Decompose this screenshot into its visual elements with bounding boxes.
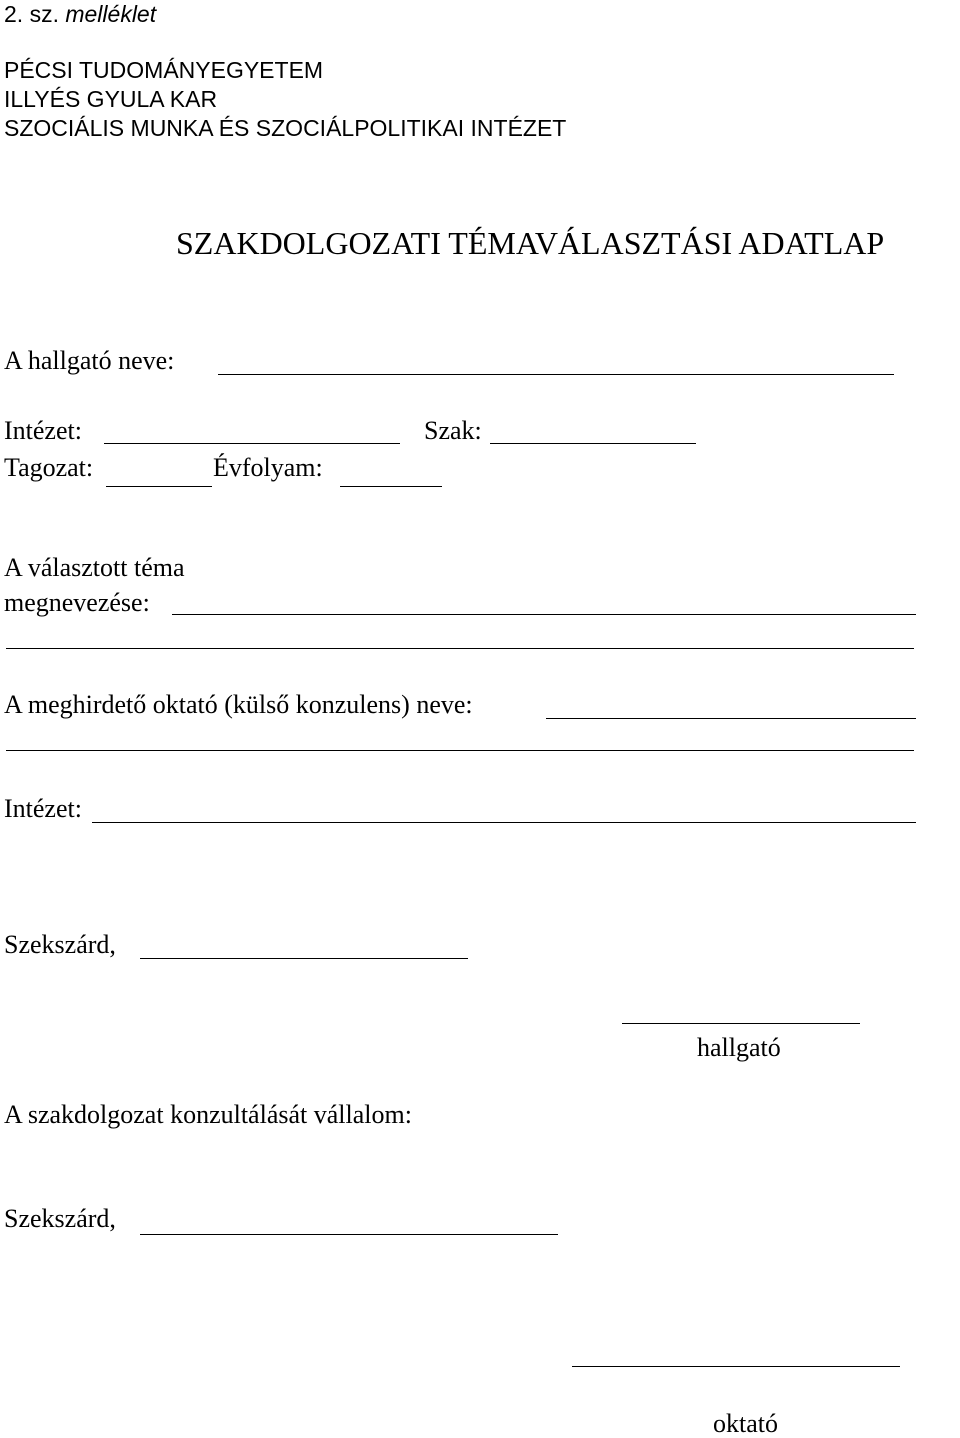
student-signature-line[interactable] <box>622 1023 860 1024</box>
topic-field-line2[interactable] <box>6 648 914 649</box>
supervisor-field-line2[interactable] <box>6 750 914 751</box>
date-field-2[interactable] <box>140 1234 558 1235</box>
teacher-signature-label: oktató <box>713 1409 778 1438</box>
student-name-field[interactable] <box>218 374 894 375</box>
year-label: Évfolyam: <box>213 453 323 482</box>
topic-label-line1: A választott téma <box>4 553 185 582</box>
year-field[interactable] <box>340 486 442 487</box>
institute-label: Intézet: <box>4 416 82 445</box>
teacher-signature-line[interactable] <box>572 1366 900 1367</box>
place-label-2: Szekszárd, <box>4 1204 116 1233</box>
institute-name: SZOCIÁLIS MUNKA ÉS SZOCIÁLPOLITIKAI INTÉZET <box>4 115 567 141</box>
topic-label-line2: megnevezése: <box>4 588 150 617</box>
topic-field-line1[interactable] <box>172 614 916 615</box>
supervisor-institute-field[interactable] <box>92 822 916 823</box>
attachment-number: 2. sz. <box>4 1 59 27</box>
student-signature-label: hallgató <box>697 1033 781 1062</box>
study-mode-label: Tagozat: <box>4 453 94 482</box>
date-field-1a[interactable] <box>140 958 274 959</box>
supervisor-label: A meghirdető oktató (külső konzulens) neve: <box>4 690 473 719</box>
supervisor-institute-label: Intézet: <box>4 794 82 823</box>
study-mode-field[interactable] <box>106 486 212 487</box>
date-field-1b[interactable] <box>274 958 468 959</box>
major-field[interactable] <box>490 443 696 444</box>
supervisor-field-line1[interactable] <box>546 718 916 719</box>
student-name-label: A hallgató neve: <box>4 346 175 375</box>
form-title: SZAKDOLGOZATI TÉMAVÁLASZTÁSI ADATLAP <box>176 225 885 261</box>
place-label-1: Szekszárd, <box>4 930 116 959</box>
major-label: Szak: <box>424 416 482 445</box>
consent-statement: A szakdolgozat konzultálását vállalom: <box>4 1100 412 1129</box>
attachment-word: melléklet <box>65 1 157 27</box>
attachment-label <box>4 3 156 26</box>
institute-field[interactable] <box>104 443 400 444</box>
faculty-name: ILLYÉS GYULA KAR <box>4 86 218 112</box>
university-name: PÉCSI TUDOMÁNYEGYETEM <box>4 57 324 83</box>
